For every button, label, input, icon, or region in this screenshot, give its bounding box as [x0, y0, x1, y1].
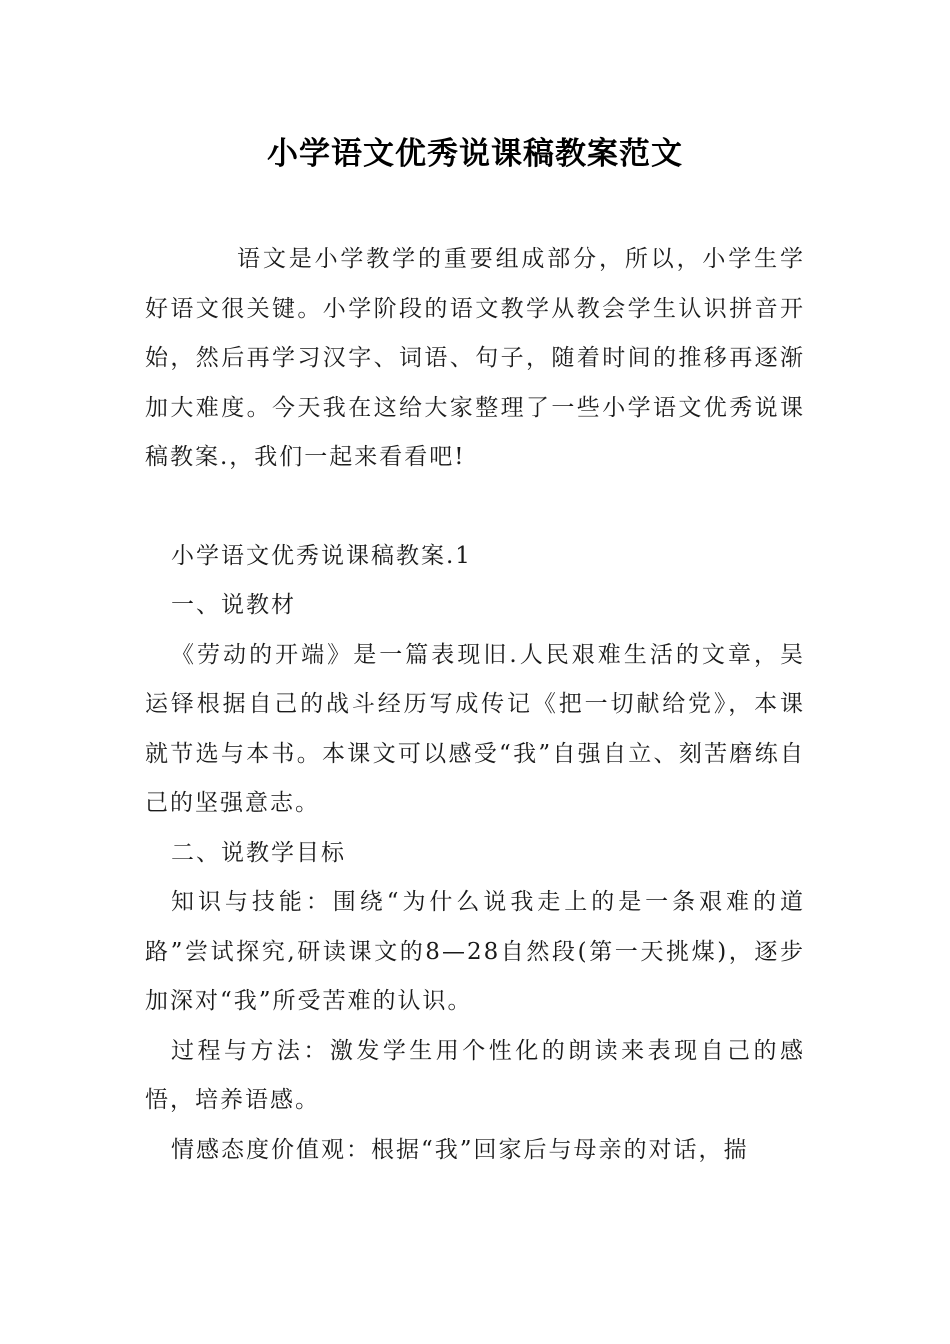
intro-paragraph: 语文是小学教学的重要组成部分，所以，小学生学好语文很关键。小学阶段的语文教学从教会学生认识拼音开始，然后再学习汉字、词语、句子，随着时间的推移再逐渐加大难度。今天我在这给大家整理了一些小学语文优秀说课稿教案.，我们一起来看看吧!: [145, 246, 805, 470]
paragraph-spacer: [145, 483, 805, 532]
heading-teaching-material: 一、说教材: [171, 592, 296, 618]
heading-teaching-goals: 二、说教学目标: [171, 839, 346, 866]
paragraph-emotion-values: 情感态度价值观：根据“我”回家后与母亲的对话，揣: [171, 1136, 749, 1163]
section-title: 小学语文优秀说课稿教案.1: [171, 542, 472, 569]
document-title: 小学语文优秀说课稿教案范文: [267, 136, 683, 172]
document-body: [145, 235, 805, 1175]
paragraph-teaching-material: 《劳动的开端》是一篇表现旧.人民艰难生活的文章，吴运铎根据自己的战斗经历写成传记《把一切献给党》，本课就节选与本书。本课文可以感受“我”自强自立、刻苦磨练自己的坚强意志。: [145, 641, 805, 816]
paragraph-process-method: 过程与方法：激发学生用个性化的朗读来表现自己的感悟，培养语感。: [145, 1037, 805, 1113]
paragraph-knowledge-skills: 知识与技能：围绕“为什么说我走上的是一条艰难的道路”尝试探究,研读课文的8—28自然段(第一天挑煤)，逐步加深对“我”所受苦难的认识。: [145, 889, 805, 1014]
